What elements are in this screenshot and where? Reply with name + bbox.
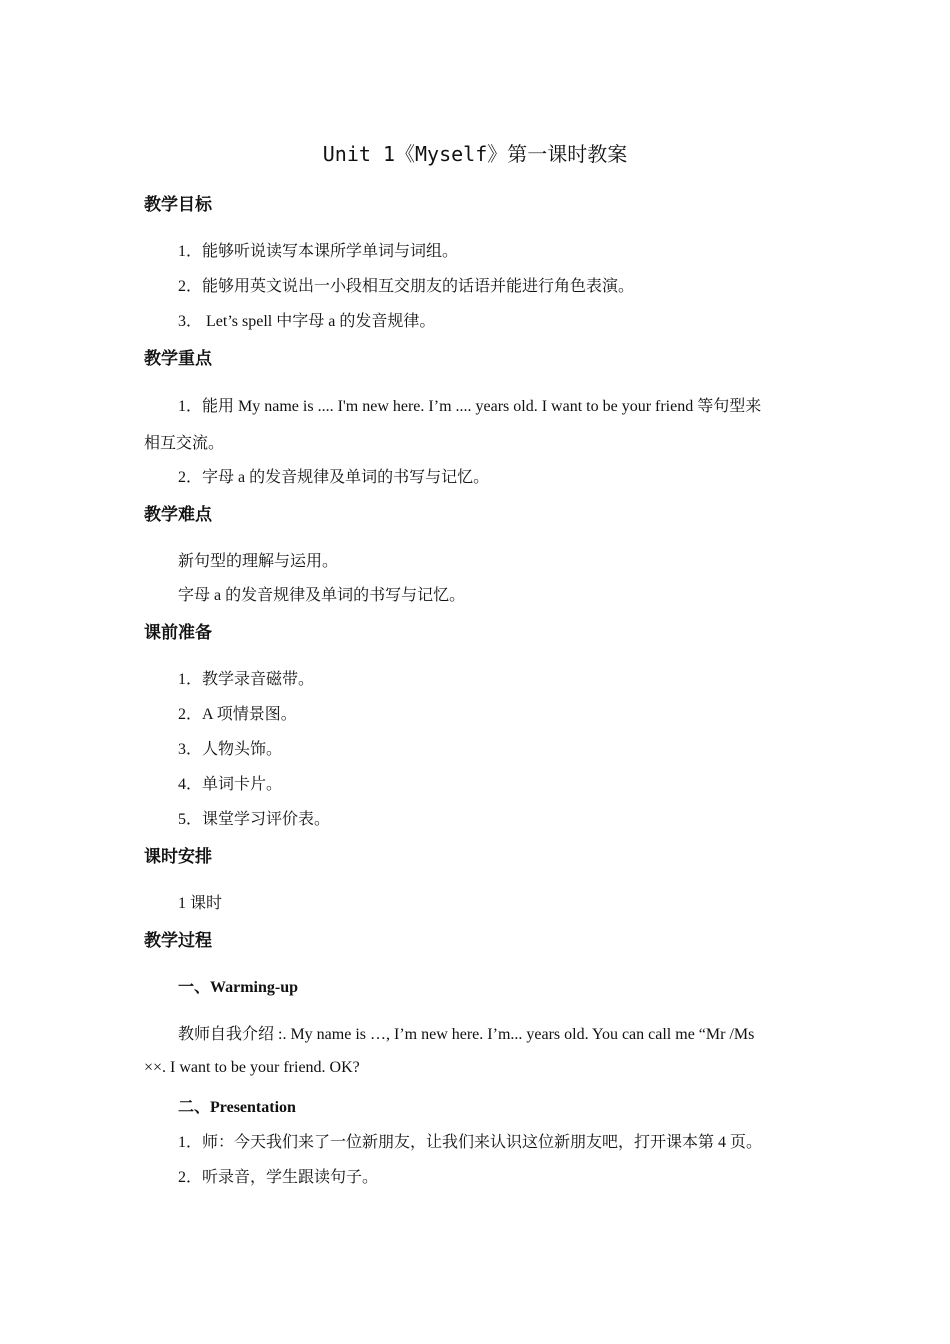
objective-item-3 [178, 308, 435, 331]
process-step-1 [178, 1129, 762, 1152]
prep-item-1 [178, 666, 314, 689]
key-point-item-1-cont: 相互交流。 [144, 435, 225, 452]
prep-item-2 [178, 701, 297, 724]
key-point-num-2: 2． [178, 469, 203, 486]
prep-text-1: 教学录音磁带。 [202, 671, 315, 688]
key-point-item-2 [178, 464, 489, 487]
warmup-line-2: ××. I want to be your friend. OK? [144, 1059, 360, 1076]
prep-num-1: 1． [178, 671, 203, 688]
prep-item-3 [178, 736, 282, 759]
heading-key-points: 教学重点 [144, 349, 212, 369]
document-title: Unit 1《Myself》第一课时教案 [322, 142, 628, 166]
prep-num-2: 2． [178, 706, 203, 723]
heading-objectives: 教学目标 [144, 195, 212, 215]
key-point-item-1 [178, 393, 761, 416]
objective-num-3: 3． [178, 313, 203, 330]
prep-text-5: 课堂学习评价表。 [202, 811, 331, 828]
prep-num-5: 5． [178, 811, 203, 828]
prep-text-2: A 项情景图。 [202, 706, 297, 723]
warmup-title: 一、Warming-up [178, 979, 299, 996]
objective-num-1: 1． [178, 243, 203, 260]
prep-item-5 [178, 806, 330, 829]
prep-text-4: 单词卡片。 [202, 776, 283, 793]
prep-num-3: 3． [178, 741, 203, 758]
heading-difficulties: 教学难点 [144, 505, 212, 525]
objective-text-1: 能够听说读写本课所学单词与词组。 [202, 243, 459, 260]
key-point-text-1: 能用 My name is .... I'm new here. I’m .... years old. I want to be your friend 等句型来 [202, 398, 762, 415]
difficulty-line-2: 字母 a 的发音规律及单词的书写与记忆。 [178, 587, 466, 604]
prep-item-4 [178, 771, 282, 794]
key-point-text-2: 字母 a 的发音规律及单词的书写与记忆。 [202, 469, 490, 486]
heading-preparation: 课前准备 [144, 623, 212, 643]
heading-process: 教学过程 [144, 931, 212, 951]
objective-text-3: Let’s spell 中字母 a 的发音规律。 [202, 313, 436, 330]
schedule-text: 1 课时 [178, 895, 223, 912]
step-text-2: 听录音，学生跟读句子。 [202, 1169, 379, 1186]
prep-text-3: 人物头饰。 [202, 741, 283, 758]
objective-item-1 [178, 238, 458, 261]
objective-num-2: 2． [178, 278, 203, 295]
presentation-title: 二、Presentation [178, 1099, 296, 1116]
step-num-2: 2． [178, 1169, 203, 1186]
difficulty-line-1: 新句型的理解与运用。 [178, 553, 339, 570]
step-num-1: 1． [178, 1134, 203, 1151]
key-point-num-1: 1． [178, 398, 203, 415]
objective-item-2 [178, 273, 634, 296]
prep-num-4: 4． [178, 776, 203, 793]
warmup-line-1: 教师自我介绍 :. My name is …, I’m new here. I’m... years old. You can call me “Mr /Ms [178, 1026, 755, 1043]
step-text-1: 师：今天我们来了一位新朋友，让我们来认识这位新朋友吧，打开课本第 4 页。 [202, 1134, 763, 1151]
objective-text-2: 能够用英文说出一小段相互交朋友的话语并能进行角色表演。 [202, 278, 635, 295]
heading-schedule: 课时安排 [144, 847, 212, 867]
process-step-2 [178, 1164, 378, 1187]
